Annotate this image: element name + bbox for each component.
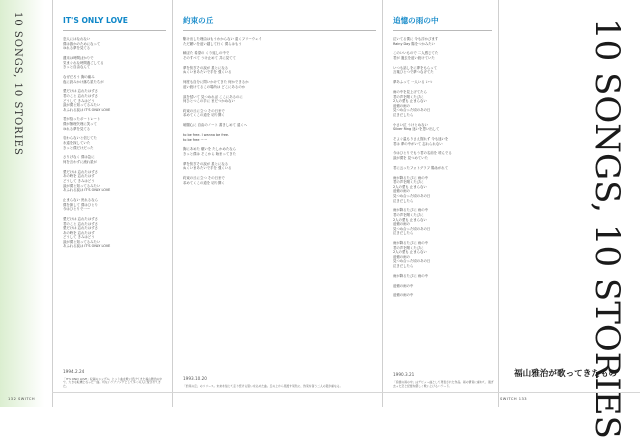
lyric-line: 胸にあめた 願いを たしかめたなら <box>183 147 237 152</box>
lyric-line: あふれる涙は IT'S ONLY LOVE <box>63 188 111 193</box>
lyric-line: このいいもので 二人感じてた <box>393 51 439 56</box>
lyric-line: さりげなく 僕は急に <box>63 155 95 160</box>
song-footnote <box>63 369 164 389</box>
lyric-line: あの時を 忘れたはず <box>63 230 95 235</box>
lyric-line: 追憶の雨の <box>393 189 410 194</box>
song-column-1 <box>52 0 172 407</box>
lyric-line: 求めてくこの道を 切り開く <box>183 180 225 185</box>
bottom-divider <box>52 392 640 393</box>
song-column-3 <box>382 0 498 407</box>
feature-subtitle: 福山雅治が歌ってきたもの <box>514 369 618 379</box>
lyric-line: いつも話しをに夢をもらって <box>393 65 438 70</box>
lyric-line: 愛だけは 忘れたはずさ <box>63 216 98 221</box>
lyric-line: 変わらないと信じてた <box>63 136 97 141</box>
lyric-line: 見つめ合った頃のあの日 <box>393 108 431 113</box>
lyric-line: 夢あふって 一人いる いつ <box>393 80 433 85</box>
release-date: 1994.2.24 <box>63 368 85 374</box>
lyric-line: 追憶の雨の <box>393 222 410 227</box>
release-date: 1993.10.20 <box>183 376 207 382</box>
lyric-line: 君のこと 忘れたはずさ <box>63 221 98 226</box>
lyric-line: 2人の愛も 止まらない <box>393 250 427 255</box>
lyric-line: 永遠を探していた <box>63 141 91 146</box>
lyric-line: 追憶の雨の中 <box>393 283 414 288</box>
lyric-line: 愛だけは 忘れたはずさ <box>63 89 98 94</box>
lyrics-block <box>63 37 172 249</box>
song-title: 追憶の雨の中 <box>393 16 439 25</box>
lyric-line: きっと僕だけだった <box>63 145 94 150</box>
lyric-line: 夢を紡ぎその涙が 星とになる <box>183 161 229 166</box>
lyric-line: 今はひとりで一ー <box>63 207 91 212</box>
lyric-line: 君のこと 忘れたはずさ <box>63 93 98 98</box>
lyric-line: 雨の中を見上げてたら <box>393 89 427 94</box>
lyric-line: Silver Ring 迷いを思い出して <box>393 127 440 132</box>
lyric-line: 愛だけは 忘れたはずさ <box>63 226 98 231</box>
page-folio-left: 132 SWITCH <box>8 397 36 401</box>
lyric-line: 君の声を聞くたびに <box>393 180 424 185</box>
lyric-line: 涙が僕と知ってるみたい <box>63 103 101 108</box>
lyric-line: 止まらない 戻れるなら <box>63 197 98 202</box>
lyric-line: 泣いてる僕に 今も浮かびます <box>393 37 439 41</box>
lyric-line: 追い続けてるこの場所は どこにあるのか <box>183 84 246 89</box>
lyrics-block <box>393 37 498 298</box>
lyric-line: 今はひとりでもう君の名前を 呼んでる <box>393 151 452 156</box>
lyric-line: 雨が降るたびに 雨の中 <box>393 241 428 246</box>
lyric-line: 君の声を聞くたびに <box>393 212 424 217</box>
lyric-line: どうして きみはどう <box>63 98 95 103</box>
lyric-line: to be free ーー <box>183 137 208 142</box>
lyric-line: 暗闇心に 自由のノート 書きしめて 遠くへ <box>183 123 248 128</box>
lyric-line: どうして きみはどう <box>63 235 95 240</box>
song-footnote <box>393 372 496 389</box>
lyric-line: 約束の丘に立つ その日まで <box>183 108 225 113</box>
lyric-line: 君に云ったフォトグラフ 陽泳がれて <box>393 165 449 170</box>
lyric-line: 小さい泣 うけとめない <box>393 122 428 127</box>
song-footnote <box>183 376 374 389</box>
lyric-line: そよぐ温もりさえ握れず 今も迷いを <box>393 137 449 142</box>
lyric-line: 夜に読みかけ落ち星たちが <box>63 79 104 84</box>
lyric-line: 涙が僕を 見つめていた <box>393 156 428 160</box>
lyric-line: 週末は時間ばかりで <box>63 55 94 60</box>
lyric-line: 涙が僕と知ってるみたい <box>63 183 101 188</box>
lyric-line: 何度も自分に問いかけてきた 何かできるか <box>183 80 249 85</box>
lyric-line: 言葉ひとつで夢つなげてた <box>393 70 434 75</box>
lyric-line: 君の声を聞くたびに <box>393 245 424 250</box>
lyric-line: 2人の愛も 止まらない <box>393 184 427 189</box>
lyric-line: 雨が降るたびに 雨の中 <box>393 175 428 180</box>
lyric-line: ゆれる夢を見てる <box>63 126 91 131</box>
song-note: 「IT'S ONLY LOVE」収録のシングル。ヒット曲を歌い続けてきた福山雅治の中で、大きな転機となった一曲。切ないラブソングとして多くの人に愛されてきた。 <box>63 376 163 389</box>
lyric-line: そのすべて うけ止めて 共に見てて <box>183 55 236 60</box>
lyric-line: 追憶の雨の <box>393 254 410 259</box>
lyric-line: to be free. I wanna be free. <box>183 133 230 138</box>
lyric-line: 泣きだしたら <box>393 198 414 203</box>
lyric-line: 駆け出した理由はもうわからない 遠くフリーウェイ <box>183 37 262 41</box>
lyric-line: 何ひとつこの手に まだつかめない <box>183 99 235 104</box>
lyric-line: 泣きだしたら <box>393 264 414 269</box>
lyric-line: 見つめ合った頃のあの日 <box>393 259 431 264</box>
lyric-line: 僕を探して 僕はひとり <box>63 202 98 207</box>
lyric-line: 君が拾ったポートレート <box>63 117 101 122</box>
lyric-line: 君は 夢の中がいて 忘れられない <box>393 141 443 146</box>
lyric-line: 求めてくこの道を 切り開く <box>183 113 225 118</box>
song-title: IT'S ONLY LOVE <box>63 16 128 25</box>
lyric-line: 泣きだしたら <box>393 231 414 236</box>
song-note: 「約束の丘」のリリース。未来を信じて走り続ける思いを込めた曲。丘の上から見渡す景色に、約束を誓う二人の姿が重なる。 <box>183 384 343 389</box>
lyric-line: 恋人にはなれない <box>63 37 91 41</box>
lyric-line: 約束の丘に立つ その日まで <box>183 176 225 181</box>
lyric-line: 追憶の雨の中 <box>393 293 414 298</box>
lyric-line: 涙が僕と知ってるみたい <box>63 239 101 244</box>
lyric-line: あの時を 忘れたはず <box>63 174 95 179</box>
lyric-line: ゆれる夢を見てる <box>63 46 91 51</box>
feature-title: 10 SONGS, 10 STORIES <box>587 18 627 439</box>
lyric-line: 愛だけは 忘れたはずさ <box>63 169 98 174</box>
lyric-line: 見つめ合った頃のあの日 <box>393 193 431 198</box>
lyric-line: 見つめ合った頃のあの日 <box>393 226 431 231</box>
song-title: 約束の丘 <box>183 16 214 25</box>
lyric-line: 2人の愛も 止まらない <box>393 217 427 222</box>
song-column-2 <box>172 0 382 407</box>
lyric-line: 君が 過去を追い続けていた <box>393 55 435 60</box>
lyric-line: ただ願いを追い越して行く 僕らはもう <box>183 41 242 46</box>
lyric-line: 夢を紡ぎその涙が 星とになる <box>183 65 229 70</box>
lyric-line: 気まぐれな時間過ごしてる <box>63 60 104 65</box>
lyric-line: あふれる涙は IT'S ONLY LOVE <box>63 244 111 249</box>
vertical-series-title: 10 SONGS, 10 STORIES <box>12 12 23 156</box>
lyric-line: 追憶の雨の <box>393 103 410 108</box>
song-note: 「追憶の雨の中」はデビュー曲として発表された作品。雨の情景に重ねて、過ぎ去った恋と記憶を優しく歌い上げるバラード。 <box>393 380 494 389</box>
lyric-line: どうして きみはどう <box>63 178 95 183</box>
lyric-line: 泣きだしたら <box>393 112 414 117</box>
lyrics-block <box>183 37 382 185</box>
lyric-line: なぜだろう 胸の痛み <box>63 74 95 79</box>
title-divider <box>393 30 492 31</box>
lyric-line: 瞬ぼた 希望の くり返しの中で <box>183 51 230 56</box>
lyric-line: 雨が降るたびに 雨の中 <box>393 273 428 278</box>
lyric-line: あふれる涙は IT'S ONLY LOVE <box>63 107 111 112</box>
lyric-line: ぬくいまあたいで手を 強くいる <box>183 70 232 75</box>
lyric-line: 僕は誰かのためになって <box>63 41 101 46</box>
lyric-line: 2人の愛も 止まらない <box>393 99 427 104</box>
lyric-line: 雨が降るたびに 雨の中 <box>393 208 428 213</box>
lyric-line: Rainy Day 陽をつかみたい <box>393 41 436 46</box>
left-margin-band <box>0 0 52 407</box>
lyric-line: ぬくいまあたいで手を 強くいる <box>183 166 232 171</box>
lyric-line: 君の声を聞くたびに <box>393 94 424 99</box>
title-divider <box>183 30 376 31</box>
title-divider <box>63 30 166 31</box>
release-date: 1990.3.21 <box>393 372 415 378</box>
lyric-line: 涙を拭いて 見つめれば ここにあるのに <box>183 94 243 99</box>
page-folio-right: SWITCH 133 <box>500 397 528 401</box>
lyric-line: 僕が無理矢理に笑って <box>63 122 97 127</box>
lyric-line: きっと自由なんて <box>63 65 91 70</box>
lyric-line: きっと僕は そこから 始まってきた <box>183 152 237 156</box>
lyric-line: 何を言わずに流れ星が <box>63 160 97 164</box>
